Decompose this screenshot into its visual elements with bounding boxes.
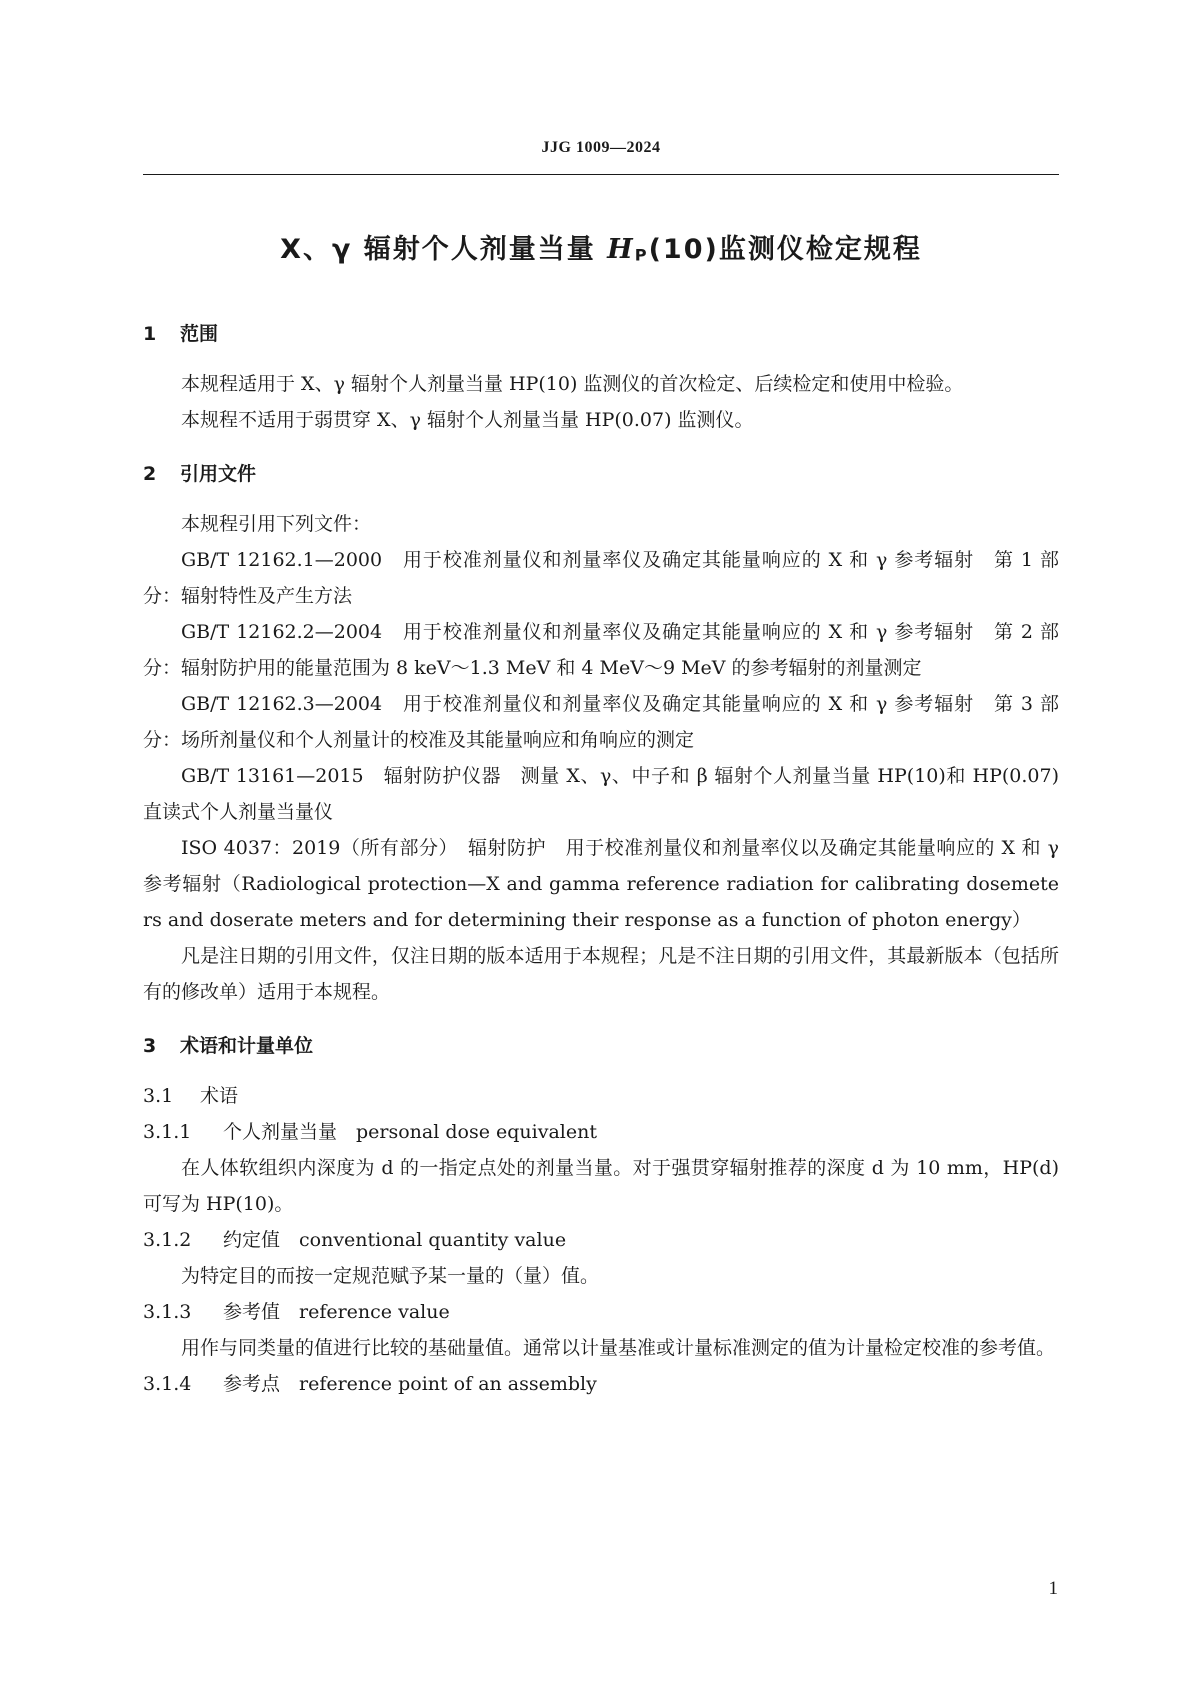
paragraph: 本规程不适用于弱贯穿 X、γ 辐射个人剂量当量 HP(0.07) 监测仪。	[181, 409, 754, 431]
subsection-heading	[143, 1078, 1059, 1114]
section-number: 1	[143, 323, 157, 345]
title-subscript: P	[634, 245, 649, 265]
paragraph: 本规程引用下列文件：	[181, 513, 372, 535]
title-symbol: H	[607, 234, 635, 265]
title-prefix: X、γ 辐射个人剂量当量	[280, 234, 608, 265]
section-number: 3	[143, 1035, 157, 1057]
reference-item: GB/T 12162.3—2004 用于校准剂量仪和剂量率仪及确定其能量响应的 X 和 γ 参考辐射 第 3 部分：场所剂量仪和个人剂量计的校准及其能量响应和角响应的测定	[143, 693, 1059, 751]
reference-item: GB/T 13161—2015 辐射防护仪器 测量 X、γ、中子和 β 辐射个人剂量当量 HP(10)和 HP(0.07) 直读式个人剂量当量仪	[143, 765, 1059, 823]
paragraph: 凡是注日期的引用文件，仅注日期的版本适用于本规程；凡是不注日期的引用文件，其最新版本（包括所有的修改单）适用于本规程。	[143, 945, 1059, 1003]
term-number: 3.1.4	[143, 1373, 192, 1395]
term-title: 个人剂量当量 personal dose equivalent	[223, 1121, 597, 1143]
header-divider	[143, 174, 1059, 175]
term-heading	[143, 1294, 1059, 1330]
term-title: 参考值 reference value	[223, 1301, 450, 1323]
term-heading	[143, 1114, 1059, 1150]
term-title: 约定值 conventional quantity value	[223, 1229, 567, 1251]
term-number: 3.1.2	[143, 1229, 192, 1251]
term-definition: 用作与同类量的值进行比较的基础量值。通常以计量基准或计量标准测定的值为计量检定校准的参考值。	[181, 1337, 1056, 1359]
subsection-title: 术语	[200, 1085, 239, 1107]
section-title: 术语和计量单位	[180, 1035, 314, 1057]
section-1-heading	[143, 320, 1059, 348]
reference-item: GB/T 12162.1—2000 用于校准剂量仪和剂量率仪及确定其能量响应的 X 和 γ 参考辐射 第 1 部分：辐射特性及产生方法	[143, 549, 1059, 607]
term-title: 参考点 reference point of an assembly	[223, 1373, 597, 1395]
term-definition: 为特定目的而按一定规范赋予某一量的（量）值。	[181, 1265, 600, 1287]
section-number: 2	[143, 463, 157, 485]
document-code: JJG 1009—2024	[541, 139, 661, 156]
title-suffix: (10)监测仪检定规程	[648, 234, 922, 265]
term-number: 3.1.3	[143, 1301, 192, 1323]
section-title: 引用文件	[180, 463, 257, 485]
paragraph: 本规程适用于 X、γ 辐射个人剂量当量 HP(10) 监测仪的首次检定、后续检定和使用中检验。	[181, 373, 964, 395]
document-title	[143, 227, 1059, 266]
document-body	[143, 320, 1059, 1402]
term-number: 3.1.1	[143, 1121, 192, 1143]
subsection-number: 3.1	[143, 1085, 174, 1107]
term-heading	[143, 1366, 1059, 1402]
section-2-heading	[143, 460, 1059, 488]
reference-item: GB/T 12162.2—2004 用于校准剂量仪和剂量率仪及确定其能量响应的 X 和 γ 参考辐射 第 2 部分：辐射防护用的能量范围为 8 keV～1.3 MeV 和 4 MeV～9 MeV 的参考辐射的剂量测定	[143, 621, 1059, 679]
section-title: 范围	[180, 323, 219, 345]
term-definition: 在人体软组织内深度为 d 的一指定点处的剂量当量。对于强贯穿辐射推荐的深度 d 为 10 mm，HP(d) 可写为 HP(10)。	[143, 1157, 1059, 1215]
reference-item: ISO 4037：2019（所有部分） 辐射防护 用于校准剂量仪和剂量率仪以及确定其能量响应的 X 和 γ 参考辐射（Radiological protection—X and gamma reference radiation for calibrating dosemeters and doserate meters and for determining their response as a function of photon energy）	[143, 837, 1059, 931]
page-number: 1	[1048, 1578, 1058, 1599]
section-3-heading	[143, 1032, 1059, 1060]
term-heading	[143, 1222, 1059, 1258]
